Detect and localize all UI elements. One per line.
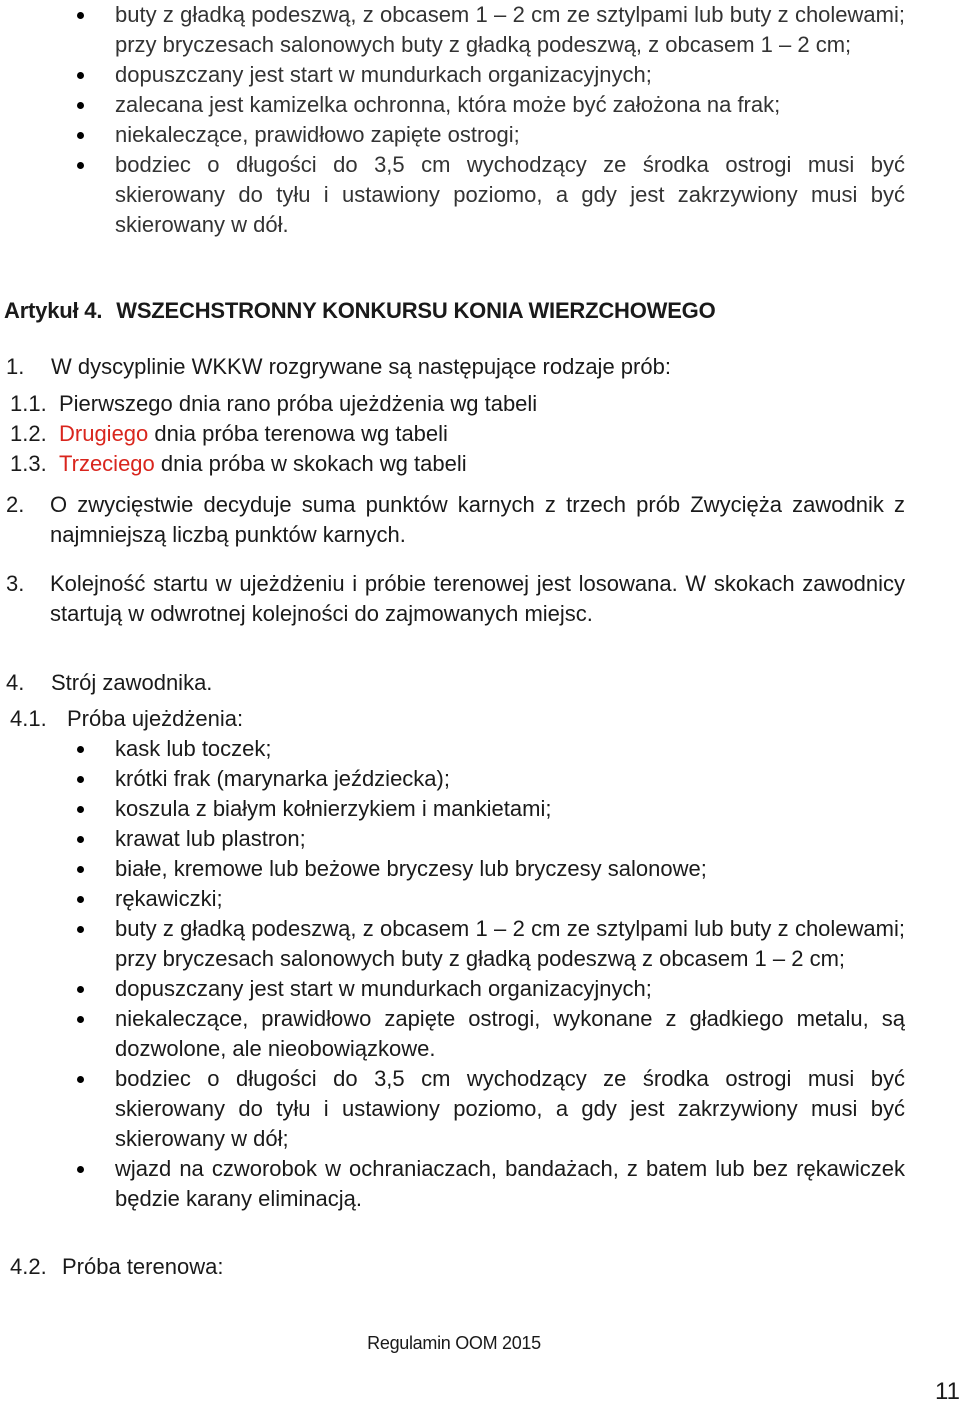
list-item: dopuszczany jest start w mundurkach organizacyjnych; — [115, 974, 905, 1004]
list-item: zalecana jest kamizelka ochronna, która może być założona na frak; — [115, 90, 905, 120]
list-item: bodziec o długości do 3,5 cm wychodzący ze środka ostrogi musi być skierowany do tyłu i ustawiony poziomo, a gdy jest zakrzywiony musi być skierowany w dół. — [115, 150, 905, 240]
bullet-icon — [77, 746, 84, 753]
bullet-icon — [77, 776, 84, 783]
point-3-number: 3. — [6, 571, 25, 596]
sub-point-1-1: 1.1. Pierwszego dnia rano próba ujeżdżenia wg tabeli — [10, 391, 538, 416]
sub-point-1-3: 1.3. Trzeciego dnia próba w skokach wg tabeli — [10, 451, 467, 476]
article-title: WSZECHSTRONNY KONKURSU KONIA WIERZCHOWEGO — [116, 298, 716, 323]
bullet-icon — [77, 12, 84, 19]
point-4: 4. Strój zawodnika. — [6, 670, 213, 695]
page-number: 11 — [935, 1378, 960, 1405]
bullet-icon — [77, 102, 84, 109]
list-item: białe, kremowe lub beżowe bryczesy lub bryczesy salonowe; — [115, 854, 905, 884]
list-item: wjazd na czworobok w ochraniaczach, bandażach, z batem lub bez rękawiczek będzie karany eliminacją. — [115, 1154, 905, 1214]
point-4-2: 4.2. Próba terenowa: — [10, 1254, 224, 1279]
bullet-icon — [77, 1076, 84, 1083]
bullet-icon — [77, 162, 84, 169]
list-item: krótki frak (marynarka jeździecka); — [115, 764, 905, 794]
page-footer: Regulamin OOM 2015 — [367, 1333, 541, 1353]
point-2-text: O zwycięstwie decyduje suma punktów karnych z trzech prób Zwycięża zawodnik z najmniejszą liczbą punktów karnych. — [50, 492, 905, 547]
point-3-text: Kolejność startu w ujeżdżeniu i próbie terenowej jest losowana. W skokach zawodnicy startują w odwrotnej kolejności do zajmowanych miejsc. — [50, 571, 905, 626]
bullet-icon — [77, 72, 84, 79]
bullet-icon — [77, 986, 84, 993]
bullet-icon — [77, 866, 84, 873]
sub-point-1-2: 1.2. Drugiego dnia próba terenowa wg tabeli — [10, 421, 448, 446]
list-item: buty z gładką podeszwą, z obcasem 1 – 2 cm ze sztylpami lub buty z cholewami; przy bryczesach salonowych buty z gładką podeszwą z obcasem 1 – 2 cm; — [115, 914, 905, 974]
article-label: Artykuł 4. — [4, 298, 103, 323]
list-item: niekaleczące, prawidłowo zapięte ostrogi; — [115, 120, 905, 150]
list-item: rękawiczki; — [115, 884, 905, 914]
list-item: koszula z białym kołnierzykiem i mankietami; — [115, 794, 905, 824]
list-item: buty z gładką podeszwą, z obcasem 1 – 2 cm ze sztylpami lub buty z cholewami; przy bryczesach salonowych buty z gładką podeszwą, z obcasem 1 – 2 cm; — [115, 0, 905, 60]
top-bullet-list — [115, 0, 905, 240]
bullet-icon — [77, 926, 84, 933]
list-item: kask lub toczek; — [115, 734, 905, 764]
list-item: niekaleczące, prawidłowo zapięte ostrogi, wykonane z gładkiego metalu, są dozwolone, ale nieobowiązkowe. — [115, 1004, 905, 1064]
article-heading — [4, 296, 716, 326]
dressage-list — [115, 734, 905, 1214]
list-item: bodziec o długości do 3,5 cm wychodzący ze środka ostrogi musi być skierowany do tyłu i ustawiony poziomo, a gdy jest zakrzywiony musi być skierowany w dół; — [115, 1064, 905, 1154]
point-1 — [6, 352, 906, 382]
point-number: 1. — [6, 354, 25, 379]
bullet-icon — [77, 1166, 84, 1173]
bullet-icon — [77, 1016, 84, 1023]
bullet-icon — [77, 132, 84, 139]
bullet-icon — [77, 836, 84, 843]
point-2-number: 2. — [6, 492, 25, 517]
list-item: krawat lub plastron; — [115, 824, 905, 854]
bullet-icon — [77, 896, 84, 903]
point-4-1: 4.1. Próba ujeżdżenia: — [10, 706, 244, 731]
point-text: W dyscyplinie WKKW rozgrywane są następujące rodzaje prób: — [51, 354, 671, 379]
bullet-icon — [77, 806, 84, 813]
list-item: dopuszczany jest start w mundurkach organizacyjnych; — [115, 60, 905, 90]
